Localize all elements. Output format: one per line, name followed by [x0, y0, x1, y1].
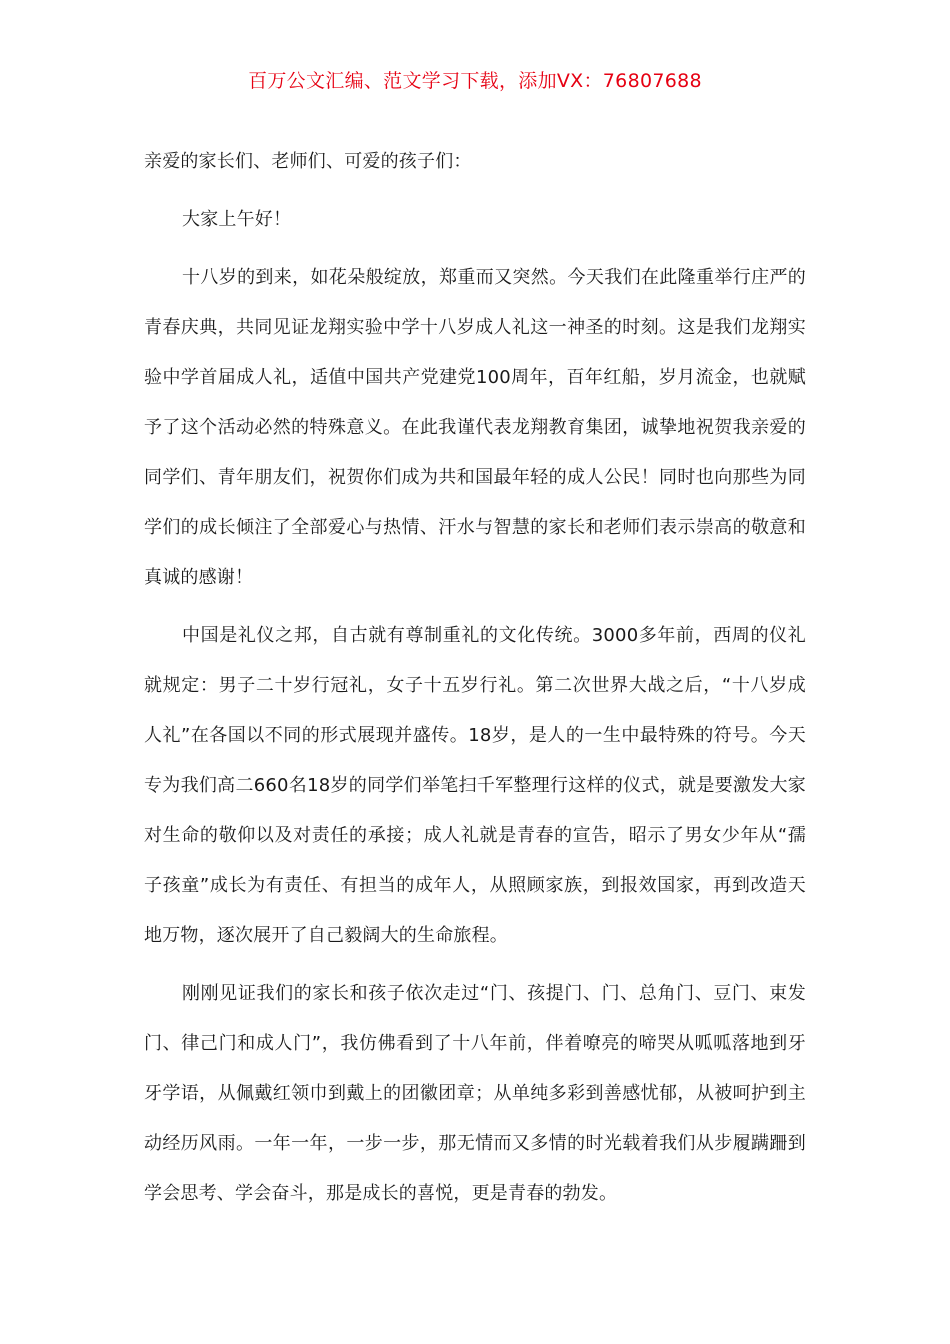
- paragraph-3: 刚刚见证我们的家长和孩子依次走过“门、孩提门、门、总角门、豆门、束发门、律己门和成人门”，我仿佛看到了十八年前，伴着嘹亮的啼哭从呱呱落地到牙牙学语，从佩戴红领巾到戴上的团徽团章；从单纯多彩到善感忧郁，从被呵护到主动经历风雨。一年一年，一步一步，那无情而又多情的时光载着我们从步履蹒跚到学会思考、学会奋斗，那是成长的喜悦，更是青春的勃发。: [144, 983, 806, 1204]
- paragraph-2: 中国是礼仪之邦，自古就有尊制重礼的文化传统。3000多年前，西周的仪礼就规定：男子二十岁行冠礼，女子十五岁行礼。第二次世界大战之后，“十八岁成人礼”在各国以不同的形式展现并盛传。18岁，是人的一生中最特殊的符号。今天专为我们高二660名18岁的同学们举笔扫千军整理行这样的仪式，就是要激发大家对生命的敬仰以及对责任的承接；成人礼就是青春的宣告，昭示了男女少年从“孺子孩童”成长为有责任、有担当的成年人，从照顾家族，到报效国家，再到改造天地万物，逐次展开了自己毅阔大的生命旅程。: [144, 625, 806, 946]
- document-body: [144, 137, 806, 1227]
- paragraph-1: 十八岁的到来，如花朵般绽放，郑重而又突然。今天我们在此隆重举行庄严的青春庆典，共同见证龙翔实验中学十八岁成人礼这一神圣的时刻。这是我们龙翔实验中学首届成人礼，适值中国共产党建党100周年，百年红船，岁月流金，也就赋予了这个活动必然的特殊意义。在此我谨代表龙翔教育集团，诚挚地祝贺我亲爱的同学们、青年朋友们，祝贺你们成为共和国最年轻的成人公民！同时也向那些为同学们的成长倾注了全部爱心与热情、汗水与智慧的家长和老师们表示崇高的敬意和真诚的感谢！: [144, 267, 806, 588]
- salutation: 亲爱的家长们、老师们、可爱的孩子们：: [144, 151, 472, 172]
- greeting: 大家上午好！: [182, 209, 292, 230]
- header-banner: 百万公文汇编、范文学习下载，添加VX：76807688: [248, 70, 702, 92]
